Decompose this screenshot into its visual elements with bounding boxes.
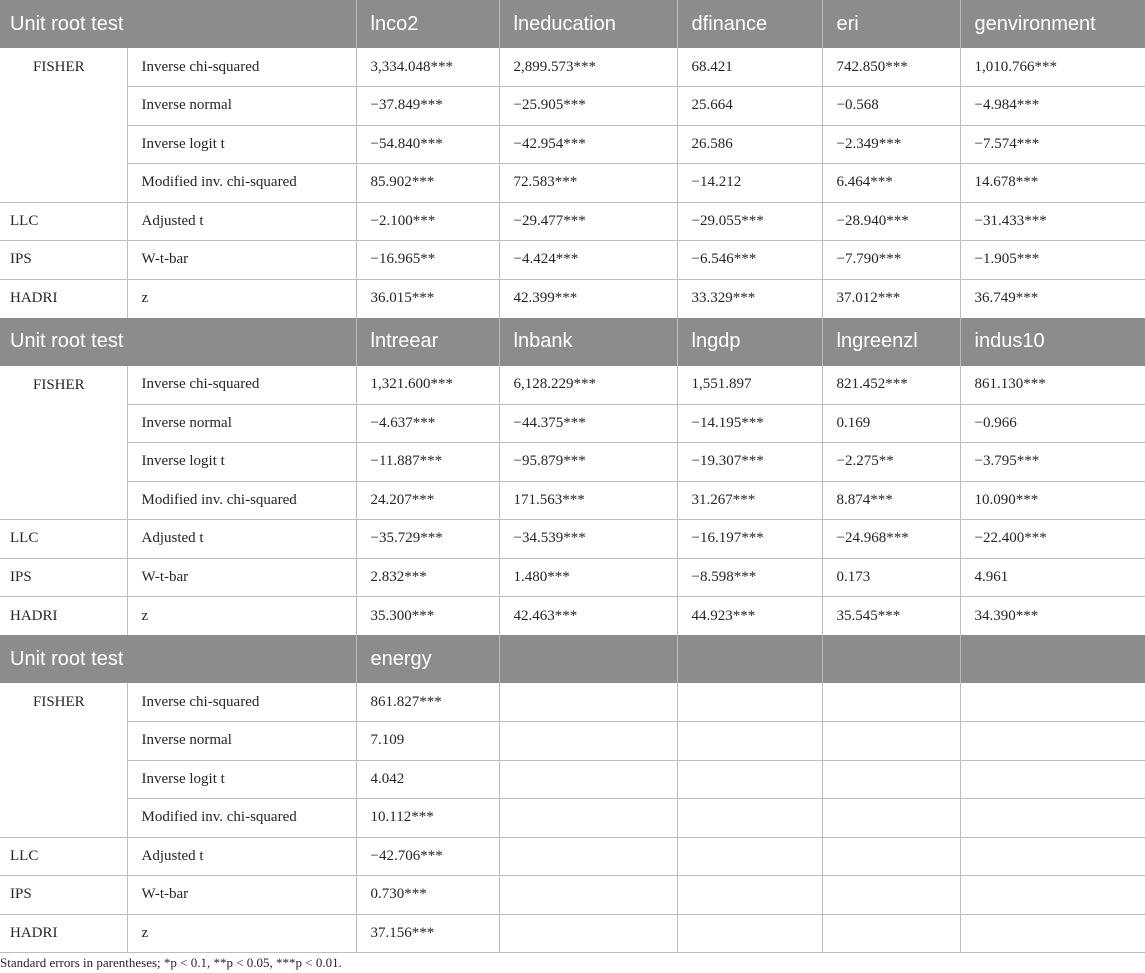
statistic-label: Adjusted t (127, 837, 356, 876)
value-cell: 85.902*** (356, 164, 499, 203)
value-cell (499, 760, 677, 799)
test-group-label: HADRI (0, 597, 127, 636)
statistic-label: Modified inv. chi-squared (127, 164, 356, 203)
value-cell: −8.598*** (677, 558, 822, 597)
value-cell: 7.109 (356, 722, 499, 761)
value-cell (677, 876, 822, 915)
value-cell (677, 799, 822, 838)
test-group-label: HADRI (0, 279, 127, 318)
value-cell: −4.637*** (356, 404, 499, 443)
value-cell: 4.042 (356, 760, 499, 799)
value-cell: −7.574*** (960, 125, 1145, 164)
value-cell: 0.169 (822, 404, 960, 443)
table-row (0, 481, 1145, 520)
table-row (0, 279, 1145, 318)
value-cell: −24.968*** (822, 520, 960, 559)
table-footnote: Standard errors in parentheses; *p < 0.1, **p < 0.05, ***p < 0.01. (0, 955, 342, 970)
statistic-label: W-t-bar (127, 876, 356, 915)
table-row (0, 125, 1145, 164)
column-header: lnbank (499, 318, 677, 366)
value-cell: 14.678*** (960, 164, 1145, 203)
test-group-label: IPS (0, 558, 127, 597)
value-cell (677, 760, 822, 799)
value-cell: −14.195*** (677, 404, 822, 443)
value-cell: 821.452*** (822, 366, 960, 405)
value-cell: 0.173 (822, 558, 960, 597)
value-cell: 24.207*** (356, 481, 499, 520)
test-group-label: FISHER (33, 59, 85, 75)
value-cell (677, 722, 822, 761)
table-row (0, 48, 1145, 87)
value-cell (960, 799, 1145, 838)
value-cell: −29.055*** (677, 202, 822, 241)
table-row (0, 202, 1145, 241)
test-group-label: LLC (0, 837, 127, 876)
column-header: eri (822, 0, 960, 48)
statistic-label: z (127, 914, 356, 953)
column-header (960, 635, 1145, 683)
value-cell: −6.546*** (677, 241, 822, 280)
test-group-label: IPS (0, 876, 127, 915)
value-cell: 4.961 (960, 558, 1145, 597)
table-row (0, 558, 1145, 597)
statistic-label: Adjusted t (127, 520, 356, 559)
statistic-label: Inverse logit t (127, 443, 356, 482)
value-cell (960, 683, 1145, 722)
statistic-label: Modified inv. chi-squared (127, 481, 356, 520)
value-cell: 44.923*** (677, 597, 822, 636)
panel-header-row (0, 0, 1145, 48)
value-cell (822, 722, 960, 761)
value-cell (822, 837, 960, 876)
test-group-label: HADRI (0, 914, 127, 953)
value-cell: 37.156*** (356, 914, 499, 953)
column-header: indus10 (960, 318, 1145, 366)
panel-caption: Unit root test (0, 0, 356, 48)
value-cell: −1.905*** (960, 241, 1145, 280)
value-cell: −19.307*** (677, 443, 822, 482)
value-cell: −4.424*** (499, 241, 677, 280)
value-cell: −31.433*** (960, 202, 1145, 241)
value-cell: 68.421 (677, 48, 822, 87)
column-header: lngdp (677, 318, 822, 366)
value-cell: −95.879*** (499, 443, 677, 482)
table-row (0, 683, 1145, 722)
statistic-label: Inverse normal (127, 722, 356, 761)
value-cell (822, 914, 960, 953)
statistic-label: Inverse chi-squared (127, 366, 356, 405)
table-row (0, 520, 1145, 559)
value-cell: −42.706*** (356, 837, 499, 876)
column-header: genvironment (960, 0, 1145, 48)
value-cell: −2.100*** (356, 202, 499, 241)
panel-caption: Unit root test (0, 318, 356, 366)
value-cell: 37.012*** (822, 279, 960, 318)
value-cell: 1.480*** (499, 558, 677, 597)
value-cell: 42.463*** (499, 597, 677, 636)
column-header: energy (356, 635, 499, 683)
column-header: lneducation (499, 0, 677, 48)
value-cell: −34.539*** (499, 520, 677, 559)
table-row (0, 87, 1145, 126)
panel-header-row (0, 318, 1145, 366)
value-cell: −35.729*** (356, 520, 499, 559)
value-cell: 1,010.766*** (960, 48, 1145, 87)
value-cell: 171.563*** (499, 481, 677, 520)
value-cell: 6,128.229*** (499, 366, 677, 405)
value-cell: −7.790*** (822, 241, 960, 280)
value-cell (960, 722, 1145, 761)
value-cell (960, 837, 1145, 876)
value-cell: −14.212 (677, 164, 822, 203)
value-cell: −16.197*** (677, 520, 822, 559)
statistic-label: W-t-bar (127, 558, 356, 597)
statistic-label: z (127, 597, 356, 636)
test-group-label: IPS (0, 241, 127, 280)
table-row (0, 722, 1145, 761)
value-cell: 1,321.600*** (356, 366, 499, 405)
value-cell: −42.954*** (499, 125, 677, 164)
value-cell: 861.827*** (356, 683, 499, 722)
value-cell (960, 760, 1145, 799)
value-cell: −2.349*** (822, 125, 960, 164)
column-header: lngreenzl (822, 318, 960, 366)
value-cell: 31.267*** (677, 481, 822, 520)
table-row (0, 597, 1145, 636)
value-cell: −44.375*** (499, 404, 677, 443)
value-cell: 0.730*** (356, 876, 499, 915)
value-cell (960, 914, 1145, 953)
value-cell (960, 876, 1145, 915)
value-cell (677, 837, 822, 876)
column-header (499, 635, 677, 683)
value-cell: 33.329*** (677, 279, 822, 318)
column-header: lntreear (356, 318, 499, 366)
table-row (0, 914, 1145, 953)
value-cell (677, 683, 822, 722)
statistic-label: Inverse chi-squared (127, 48, 356, 87)
value-cell: 72.583*** (499, 164, 677, 203)
value-cell: 26.586 (677, 125, 822, 164)
value-cell: 861.130*** (960, 366, 1145, 405)
table-row (0, 241, 1145, 280)
value-cell: −22.400*** (960, 520, 1145, 559)
value-cell: 36.749*** (960, 279, 1145, 318)
value-cell (822, 760, 960, 799)
value-cell: −28.940*** (822, 202, 960, 241)
table-row (0, 404, 1145, 443)
table-row (0, 443, 1145, 482)
panel-caption: Unit root test (0, 635, 356, 683)
value-cell: 6.464*** (822, 164, 960, 203)
value-cell (499, 799, 677, 838)
column-header: lnco2 (356, 0, 499, 48)
statistic-label: z (127, 279, 356, 318)
value-cell: 36.015*** (356, 279, 499, 318)
value-cell: 10.112*** (356, 799, 499, 838)
value-cell: −2.275** (822, 443, 960, 482)
table-row (0, 876, 1145, 915)
value-cell (499, 837, 677, 876)
value-cell: 35.300*** (356, 597, 499, 636)
value-cell: 34.390*** (960, 597, 1145, 636)
table-row (0, 366, 1145, 405)
test-group-label: FISHER (33, 376, 85, 393)
table-row (0, 760, 1145, 799)
table-row (0, 837, 1145, 876)
column-header: dfinance (677, 0, 822, 48)
value-cell (822, 876, 960, 915)
value-cell: −0.966 (960, 404, 1145, 443)
test-group-label: LLC (0, 520, 127, 559)
value-cell: 1,551.897 (677, 366, 822, 405)
panel-header-row (0, 635, 1145, 683)
statistic-label: Inverse logit t (127, 760, 356, 799)
value-cell: −11.887*** (356, 443, 499, 482)
value-cell: 10.090*** (960, 481, 1145, 520)
statistic-label: Inverse normal (127, 87, 356, 126)
value-cell: −0.568 (822, 87, 960, 126)
statistic-label: Inverse normal (127, 404, 356, 443)
value-cell: 42.399*** (499, 279, 677, 318)
test-group-label: LLC (0, 202, 127, 241)
column-header (677, 635, 822, 683)
value-cell (499, 683, 677, 722)
value-cell (822, 683, 960, 722)
value-cell: −3.795*** (960, 443, 1145, 482)
value-cell (499, 914, 677, 953)
statistic-label: Modified inv. chi-squared (127, 799, 356, 838)
statistic-label: Inverse chi-squared (127, 683, 356, 722)
value-cell: 35.545*** (822, 597, 960, 636)
value-cell (499, 722, 677, 761)
value-cell (499, 876, 677, 915)
value-cell: 2.832*** (356, 558, 499, 597)
value-cell: −37.849*** (356, 87, 499, 126)
value-cell: −25.905*** (499, 87, 677, 126)
value-cell (677, 914, 822, 953)
value-cell: 2,899.573*** (499, 48, 677, 87)
value-cell: −16.965** (356, 241, 499, 280)
value-cell: 25.664 (677, 87, 822, 126)
table-row (0, 799, 1145, 838)
value-cell: −54.840*** (356, 125, 499, 164)
table-row (0, 164, 1145, 203)
value-cell: 742.850*** (822, 48, 960, 87)
value-cell: −29.477*** (499, 202, 677, 241)
value-cell: 8.874*** (822, 481, 960, 520)
value-cell (822, 799, 960, 838)
column-header (822, 635, 960, 683)
statistic-label: W-t-bar (127, 241, 356, 280)
value-cell: −4.984*** (960, 87, 1145, 126)
statistic-label: Adjusted t (127, 202, 356, 241)
value-cell: 3,334.048*** (356, 48, 499, 87)
test-group-label: FISHER (33, 694, 85, 710)
statistic-label: Inverse logit t (127, 125, 356, 164)
